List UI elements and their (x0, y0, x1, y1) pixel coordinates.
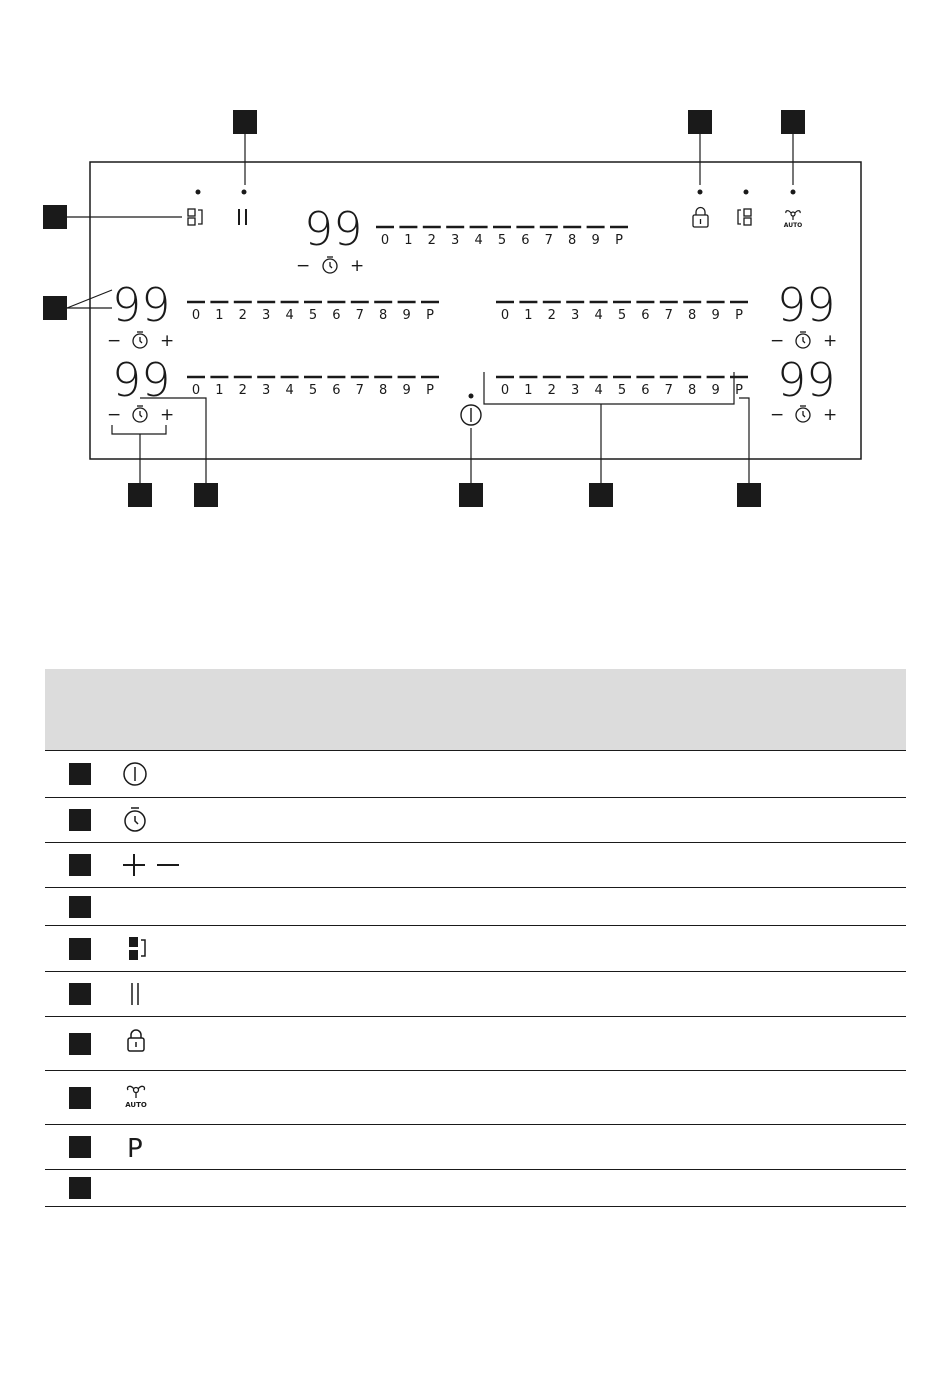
legend-row (45, 1071, 906, 1125)
timer-icon[interactable] (323, 257, 337, 273)
scale-label: 7 (664, 308, 673, 323)
scale-label: 8 (379, 383, 388, 398)
scale-label: 7 (544, 233, 553, 248)
control-panel-diagram (0, 0, 950, 600)
scale-label: 5 (308, 383, 318, 398)
row-number-box (69, 1177, 91, 1199)
scale-label: 0 (380, 233, 390, 248)
power-icon (115, 759, 155, 789)
pause-icon (115, 979, 155, 1009)
timer-controls-top[interactable] (296, 256, 364, 276)
timer-controls-front-right[interactable] (770, 405, 837, 425)
timer-controls-rear-left[interactable] (107, 331, 174, 351)
scale-label: 1 (404, 233, 413, 248)
timer-icon[interactable] (796, 332, 810, 348)
legend-header-row (45, 669, 906, 751)
scale-label: 2 (238, 308, 247, 323)
minus-button[interactable]: − (296, 256, 311, 276)
svg-text:P: P (127, 1134, 143, 1163)
legend-row (45, 798, 906, 843)
callout-box-left-display (43, 296, 67, 320)
timer-icon[interactable] (133, 332, 147, 348)
bridge-icon-right[interactable] (738, 209, 751, 225)
scale-label: P (615, 233, 623, 248)
scale-label: 2 (238, 383, 247, 398)
legend-row (45, 1125, 906, 1170)
timer-controls-rear-right[interactable] (770, 331, 837, 351)
plus-button[interactable]: + (350, 256, 365, 276)
scale-label: 7 (355, 383, 364, 398)
timer-icon[interactable] (796, 406, 810, 422)
scale-label: 6 (641, 383, 650, 398)
plus-button[interactable]: + (160, 405, 175, 425)
scale-label: 2 (427, 233, 436, 248)
callout-box-bottom-zero (194, 483, 218, 507)
scale-front-left[interactable] (187, 377, 439, 398)
plus-button[interactable]: + (823, 331, 838, 351)
scale-rear-left[interactable] (187, 302, 439, 323)
legend-row (45, 1170, 906, 1207)
row-number-box (69, 1033, 91, 1055)
scale-label: 3 (451, 233, 460, 248)
scale-label: 4 (594, 308, 603, 323)
plus-button[interactable]: + (823, 405, 838, 425)
callout-box-bottom-scale (589, 483, 613, 507)
scale-label: 1 (524, 383, 533, 398)
scale-label: 9 (711, 308, 720, 323)
row-number-box (69, 854, 91, 876)
plus-minus-icon (115, 850, 195, 880)
scale-label: 5 (497, 233, 507, 248)
scale-label: 4 (285, 308, 294, 323)
legend-row (45, 843, 906, 888)
hob2hood-auto-icon[interactable] (784, 211, 803, 229)
timer-display-top: 99 (304, 202, 363, 256)
scale-label: 9 (591, 233, 600, 248)
row-number-box (69, 809, 91, 831)
callout-box-bottom-timer (128, 483, 152, 507)
legend-table (45, 669, 906, 1207)
indicator-dots (196, 190, 796, 399)
scale-label: P (735, 383, 743, 398)
scale-label: 4 (594, 383, 603, 398)
minus-button[interactable]: − (107, 331, 122, 351)
lock-icon (115, 1024, 155, 1064)
minus-button[interactable]: − (770, 405, 785, 425)
legend-row (45, 926, 906, 972)
scale-label: P (735, 308, 743, 323)
scale-label: 6 (521, 233, 530, 248)
scale-label: 9 (711, 383, 720, 398)
minus-button[interactable]: − (107, 405, 122, 425)
scale-label: 2 (547, 383, 556, 398)
scale-label: 1 (215, 308, 224, 323)
scale-label: 8 (379, 308, 388, 323)
legend-row (45, 888, 906, 926)
legend-row (45, 751, 906, 798)
scale-label: 4 (285, 383, 294, 398)
scale-label: 3 (571, 308, 580, 323)
row-number-box (69, 938, 91, 960)
bridge-icon (115, 934, 155, 964)
display-zone-front-left: 99 (112, 353, 171, 407)
scale-label: 0 (500, 308, 510, 323)
scale-label: 5 (617, 383, 627, 398)
row-number-box (69, 763, 91, 785)
power-icon[interactable] (461, 405, 481, 425)
scale-label: 0 (191, 308, 201, 323)
scale-label: 8 (568, 233, 577, 248)
scale-label: 7 (664, 383, 673, 398)
bridge-icon[interactable] (188, 209, 202, 225)
scale-front-right[interactable] (496, 377, 748, 398)
scale-label: 0 (191, 383, 201, 398)
powerboost-p-icon (115, 1131, 155, 1163)
scale-label: 9 (402, 308, 411, 323)
legend-row (45, 972, 906, 1017)
scale-label: 3 (262, 383, 271, 398)
row-number-box (69, 1087, 91, 1109)
scale-label: 5 (308, 308, 318, 323)
scale-label: 8 (688, 383, 697, 398)
row-number-box (69, 983, 91, 1005)
scale-label: 7 (355, 308, 364, 323)
plus-button[interactable]: + (160, 331, 175, 351)
scale-label: 3 (571, 383, 580, 398)
scale-label: 8 (688, 308, 697, 323)
scale-rear-right[interactable] (496, 302, 748, 323)
callout-box-bottom-power (459, 483, 483, 507)
scale-label: 6 (641, 308, 650, 323)
scale-label: 2 (547, 308, 556, 323)
callout-box-bottom-p (737, 483, 761, 507)
display-zone-rear-left: 99 (112, 278, 171, 332)
svg-text:AUTO: AUTO (125, 1100, 147, 1109)
callout-box-left-bridge (43, 205, 67, 229)
legend-row (45, 1017, 906, 1071)
pause-icon[interactable] (239, 209, 246, 225)
timer-controls-front-left[interactable] (107, 405, 174, 425)
scale-label: 1 (524, 308, 533, 323)
scale-label: 5 (617, 308, 627, 323)
lock-icon[interactable] (693, 208, 708, 228)
hob2hood-auto-icon (115, 1078, 155, 1118)
scale-label: P (426, 308, 434, 323)
scale-top[interactable] (376, 227, 628, 248)
scale-label: 6 (332, 308, 341, 323)
scale-label: 3 (262, 308, 271, 323)
callout-box-top-lock (688, 110, 712, 134)
scale-label: 1 (215, 383, 224, 398)
timer-icon[interactable] (133, 406, 147, 422)
scale-label: 4 (474, 233, 483, 248)
timer-icon (115, 805, 155, 835)
minus-button[interactable]: − (770, 331, 785, 351)
auto-label: AUTO (783, 222, 803, 229)
display-zone-rear-right: 99 (777, 278, 836, 332)
callout-box-top-auto (781, 110, 805, 134)
scale-label: 9 (402, 383, 411, 398)
display-zone-front-right: 99 (777, 353, 836, 407)
scale-label: 6 (332, 383, 341, 398)
scale-label: P (426, 383, 434, 398)
row-number-box (69, 1136, 91, 1158)
callout-box-top-pause (233, 110, 257, 134)
row-number-box (69, 896, 91, 918)
scale-label: 0 (500, 383, 510, 398)
